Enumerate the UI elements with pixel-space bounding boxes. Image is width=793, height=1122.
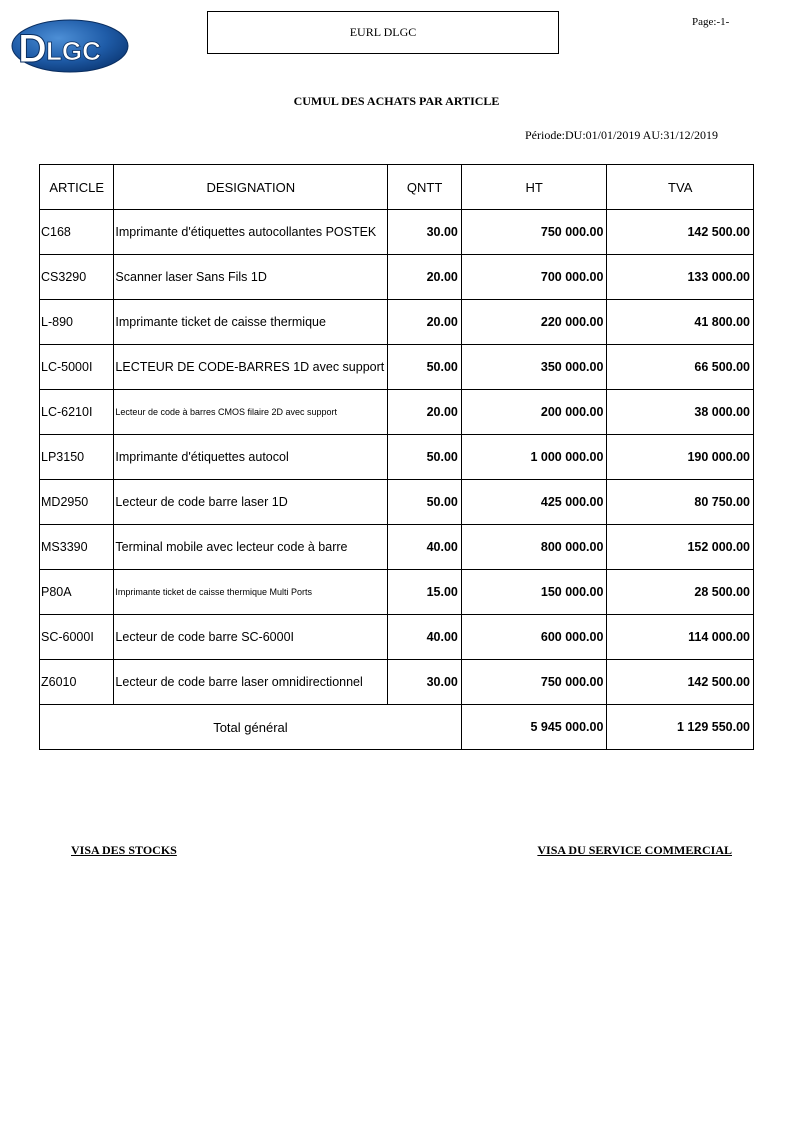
company-logo [10,18,130,74]
cell-ht: 350 000.00 [461,345,607,390]
cell-designation: LECTEUR DE CODE-BARRES 1D avec support [114,345,388,390]
cell-qntt: 15.00 [388,570,462,615]
column-header-designation: DESIGNATION [114,165,388,210]
column-header-tva: TVA [607,165,754,210]
cell-article: P80A [40,570,114,615]
cell-article: LC-5000I [40,345,114,390]
table-row [40,660,754,705]
column-header-article: ARTICLE [40,165,114,210]
table-row [40,255,754,300]
column-header-qntt: QNTT [388,165,462,210]
cell-designation: Lecteur de code barre laser 1D [114,480,388,525]
cell-tva: 66 500.00 [607,345,754,390]
cell-article: MD2950 [40,480,114,525]
svg-text:D: D [18,27,47,71]
cell-article: CS3290 [40,255,114,300]
visa-commercial-label: VISA DU SERVICE COMMERCIAL [537,843,732,857]
cell-ht: 750 000.00 [461,210,607,255]
table-row [40,300,754,345]
total-row [40,705,754,750]
cell-qntt: 50.00 [388,480,462,525]
cell-designation: Imprimante ticket de caisse thermique Multi Ports [114,570,388,615]
cell-designation: Imprimante d'étiquettes autocol [114,435,388,480]
table-row [40,390,754,435]
cell-ht: 750 000.00 [461,660,607,705]
total-tva: 1 129 550.00 [607,705,754,750]
cell-designation: Lecteur de code barre SC-6000I [114,615,388,660]
cell-ht: 1 000 000.00 [461,435,607,480]
column-header-ht: HT [461,165,607,210]
cell-ht: 220 000.00 [461,300,607,345]
cell-qntt: 30.00 [388,210,462,255]
table-row [40,435,754,480]
table-row [40,570,754,615]
cell-designation: Lecteur de code à barres CMOS filaire 2D avec support [114,390,388,435]
report-title: CUMUL DES ACHATS PAR ARTICLE [293,94,500,108]
total-label: Total général [40,705,462,750]
cell-article: LC-6210I [40,390,114,435]
cell-ht: 700 000.00 [461,255,607,300]
cell-qntt: 20.00 [388,255,462,300]
table-row [40,210,754,255]
cell-tva: 38 000.00 [607,390,754,435]
cell-article: MS3390 [40,525,114,570]
cell-qntt: 20.00 [388,300,462,345]
cell-qntt: 40.00 [388,615,462,660]
cell-tva: 41 800.00 [607,300,754,345]
cell-qntt: 50.00 [388,435,462,480]
cell-article: LP3150 [40,435,114,480]
cell-article: Z6010 [40,660,114,705]
cell-qntt: 20.00 [388,390,462,435]
total-ht: 5 945 000.00 [461,705,607,750]
table-row [40,345,754,390]
cell-article: SC-6000I [40,615,114,660]
cell-tva: 190 000.00 [607,435,754,480]
cell-designation: Terminal mobile avec lecteur code à barre [114,525,388,570]
table-row [40,525,754,570]
cell-tva: 142 500.00 [607,210,754,255]
cell-designation: Scanner laser Sans Fils 1D [114,255,388,300]
page-number: Page:-1- [692,16,730,28]
table-row [40,480,754,525]
visa-stocks-label: VISA DES STOCKS [71,843,177,857]
company-name: EURL DLGC [349,25,417,39]
cell-tva: 80 750.00 [607,480,754,525]
cell-tva: 114 000.00 [607,615,754,660]
cell-designation: Lecteur de code barre laser omnidirectionnel [114,660,388,705]
company-name-box [207,11,559,54]
svg-text:LGC: LGC [46,36,101,66]
cell-tva: 152 000.00 [607,525,754,570]
cell-ht: 425 000.00 [461,480,607,525]
cell-qntt: 30.00 [388,660,462,705]
cell-tva: 28 500.00 [607,570,754,615]
cell-tva: 142 500.00 [607,660,754,705]
cell-ht: 800 000.00 [461,525,607,570]
cell-qntt: 40.00 [388,525,462,570]
cell-article: L-890 [40,300,114,345]
report-period: Période:DU:01/01/2019 AU:31/12/2019 [525,128,718,142]
cell-tva: 133 000.00 [607,255,754,300]
table-header-row [40,165,754,210]
cell-ht: 600 000.00 [461,615,607,660]
cell-ht: 200 000.00 [461,390,607,435]
cell-designation: Imprimante d'étiquettes autocollantes POSTEK [114,210,388,255]
table-row [40,615,754,660]
cell-ht: 150 000.00 [461,570,607,615]
cell-qntt: 50.00 [388,345,462,390]
purchases-table [39,164,754,750]
cell-designation: Imprimante ticket de caisse thermique [114,300,388,345]
cell-article: C168 [40,210,114,255]
